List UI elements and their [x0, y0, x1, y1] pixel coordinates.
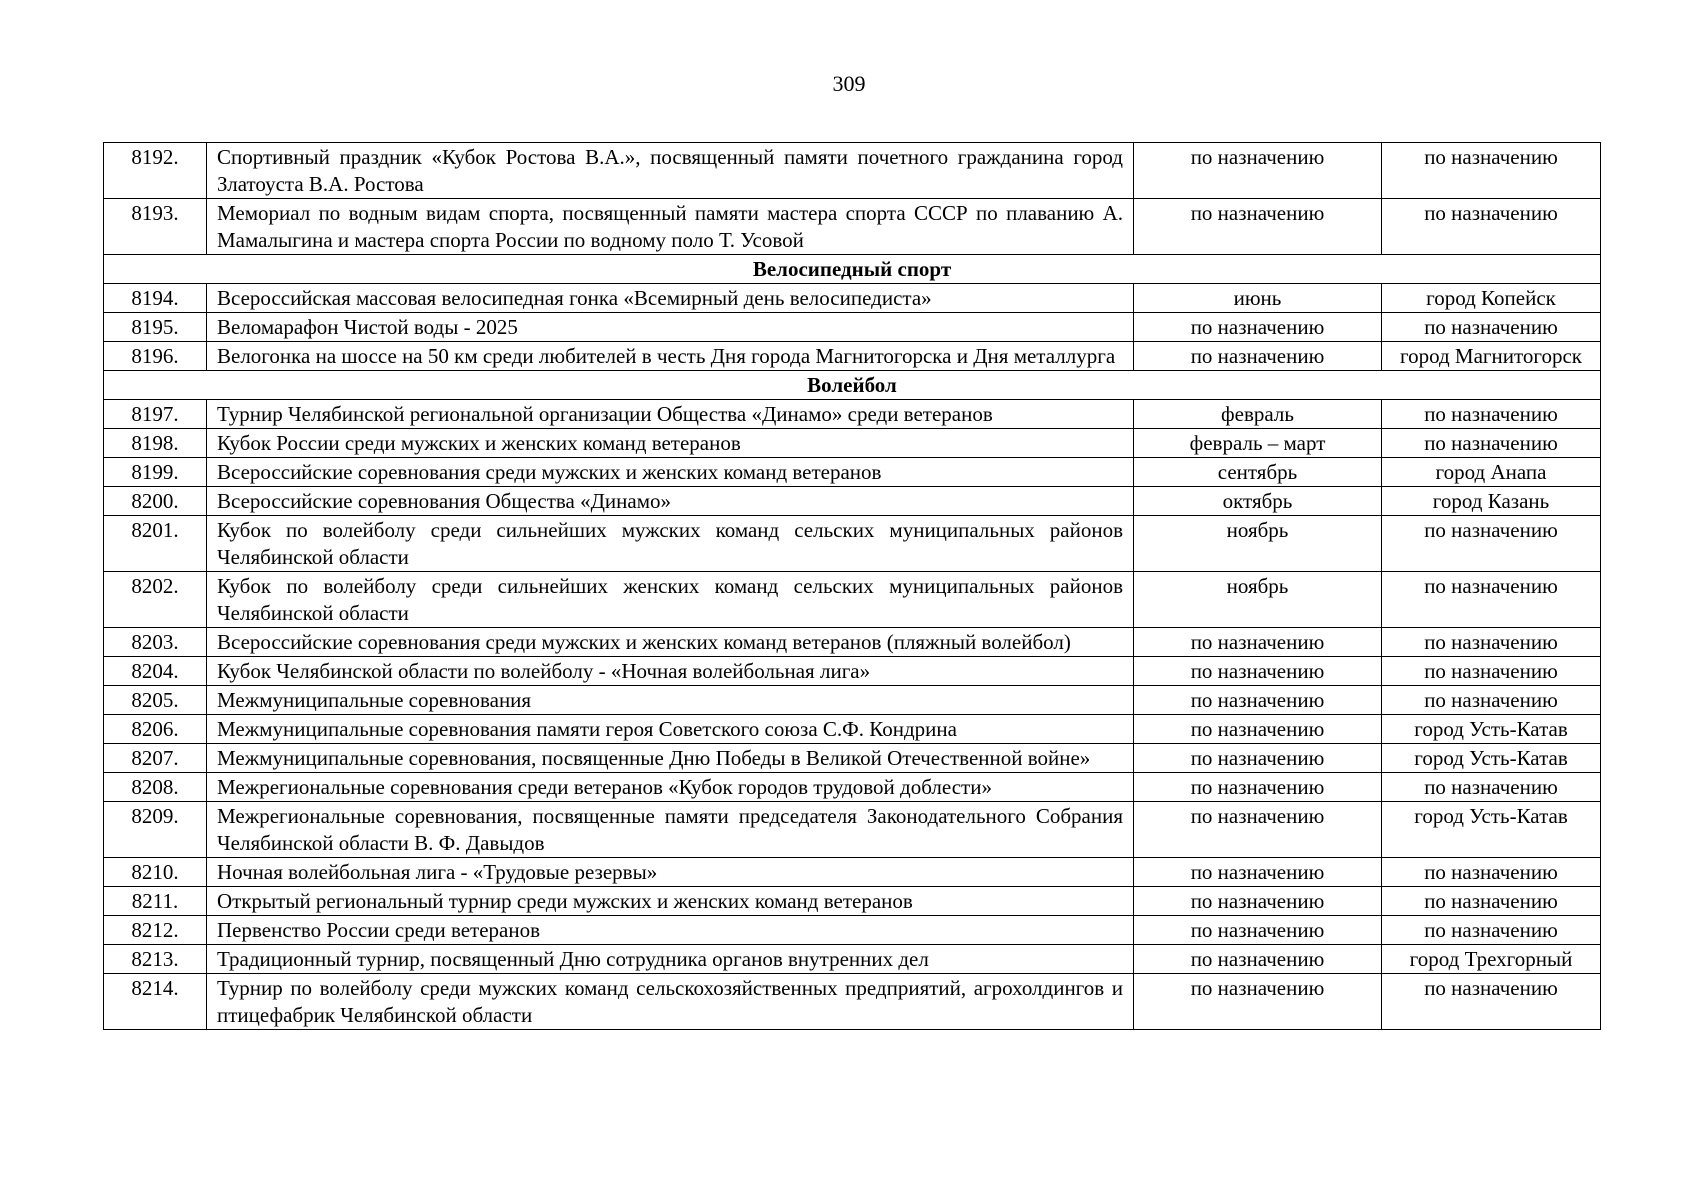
- row-number: 8196.: [104, 342, 207, 371]
- event-name: Всероссийские соревнования Общества «Динамо»: [207, 487, 1134, 516]
- event-name: Кубок Челябинской области по волейболу - «Ночная волейбольная лига»: [207, 657, 1134, 686]
- event-date: февраль: [1134, 400, 1382, 429]
- events-table: [103, 142, 1601, 1030]
- event-name: Традиционный турнир, посвященный Дню сотрудника органов внутренних дел: [207, 945, 1134, 974]
- row-number: 8193.: [104, 199, 207, 255]
- event-name: Мемориал по водным видам спорта, посвященный памяти мастера спорта СССР по плаванию А. Мамалыгина и мастера спорта России по водному поло Т. Усовой: [207, 199, 1134, 255]
- event-date: по назначению: [1134, 802, 1382, 858]
- event-date: по назначению: [1134, 974, 1382, 1030]
- table-row: [104, 887, 1601, 916]
- table-row: [104, 945, 1601, 974]
- table-row: [104, 686, 1601, 715]
- row-number: 8202.: [104, 572, 207, 628]
- event-name: Всероссийская массовая велосипедная гонка «Всемирный день велосипедиста»: [207, 284, 1134, 313]
- event-place: по назначению: [1382, 572, 1601, 628]
- event-name: Межмуниципальные соревнования памяти героя Советского союза С.Ф. Кондрина: [207, 715, 1134, 744]
- table-row: [104, 342, 1601, 371]
- row-number: 8197.: [104, 400, 207, 429]
- event-place: по назначению: [1382, 773, 1601, 802]
- section-title-volleyball: Волейбол: [104, 371, 1601, 400]
- event-name: Кубок по волейболу среди сильнейших женских команд сельских муниципальных районов Челябинской области: [207, 572, 1134, 628]
- event-name: Веломарафон Чистой воды - 2025: [207, 313, 1134, 342]
- section-row: [104, 255, 1601, 284]
- event-place: по назначению: [1382, 143, 1601, 199]
- row-number: 8203.: [104, 628, 207, 657]
- event-name: Первенство России среди ветеранов: [207, 916, 1134, 945]
- event-date: по назначению: [1134, 773, 1382, 802]
- event-date: по назначению: [1134, 143, 1382, 199]
- event-name: Турнир по волейболу среди мужских команд сельскохозяйственных предприятий, агрохолдингов и птицефабрик Челябинской области: [207, 974, 1134, 1030]
- row-number: 8207.: [104, 744, 207, 773]
- table-row: [104, 313, 1601, 342]
- event-date: по назначению: [1134, 313, 1382, 342]
- event-date: февраль – март: [1134, 429, 1382, 458]
- event-name: Межмуниципальные соревнования, посвященные Дню Победы в Великой Отечественной войне»: [207, 744, 1134, 773]
- table-row: [104, 916, 1601, 945]
- table-row: [104, 974, 1601, 1030]
- row-number: 8204.: [104, 657, 207, 686]
- event-place: город Анапа: [1382, 458, 1601, 487]
- table-row: [104, 516, 1601, 572]
- row-number: 8194.: [104, 284, 207, 313]
- row-number: 8211.: [104, 887, 207, 916]
- row-number: 8214.: [104, 974, 207, 1030]
- event-place: по назначению: [1382, 887, 1601, 916]
- event-place: город Казань: [1382, 487, 1601, 516]
- event-place: по назначению: [1382, 974, 1601, 1030]
- table-row: [104, 657, 1601, 686]
- section-title-cycling: Велосипедный спорт: [104, 255, 1601, 284]
- event-name: Межрегиональные соревнования среди ветеранов «Кубок городов трудовой доблести»: [207, 773, 1134, 802]
- table-row: [104, 429, 1601, 458]
- event-place: по назначению: [1382, 858, 1601, 887]
- row-number: 8208.: [104, 773, 207, 802]
- event-date: октябрь: [1134, 487, 1382, 516]
- page-number: 309: [832, 71, 866, 96]
- event-name: Всероссийские соревнования среди мужских и женских команд ветеранов (пляжный волейбол): [207, 628, 1134, 657]
- event-date: по назначению: [1134, 744, 1382, 773]
- event-date: сентябрь: [1134, 458, 1382, 487]
- event-date: по назначению: [1134, 916, 1382, 945]
- event-place: по назначению: [1382, 516, 1601, 572]
- events-table-body: [104, 143, 1601, 1030]
- event-place: по назначению: [1382, 686, 1601, 715]
- event-place: по назначению: [1382, 429, 1601, 458]
- event-place: по назначению: [1382, 657, 1601, 686]
- row-number: 8212.: [104, 916, 207, 945]
- event-place: по назначению: [1382, 313, 1601, 342]
- row-number: 8201.: [104, 516, 207, 572]
- event-date: по назначению: [1134, 342, 1382, 371]
- event-name: Велогонка на шоссе на 50 км среди любителей в честь Дня города Магнитогорска и Дня металлурга: [207, 342, 1134, 371]
- table-row: [104, 199, 1601, 255]
- event-date: по назначению: [1134, 628, 1382, 657]
- table-row: [104, 284, 1601, 313]
- row-number: 8205.: [104, 686, 207, 715]
- row-number: 8198.: [104, 429, 207, 458]
- table-row: [104, 802, 1601, 858]
- table-row: [104, 744, 1601, 773]
- row-number: 8199.: [104, 458, 207, 487]
- event-name: Кубок по волейболу среди сильнейших мужских команд сельских муниципальных районов Челябинской области: [207, 516, 1134, 572]
- event-date: ноябрь: [1134, 516, 1382, 572]
- row-number: 8213.: [104, 945, 207, 974]
- event-date: по назначению: [1134, 858, 1382, 887]
- table-row: [104, 572, 1601, 628]
- event-name: Межрегиональные соревнования, посвященные памяти председателя Законодательного Собрания Челябинской области В. Ф. Давыдов: [207, 802, 1134, 858]
- table-row: [104, 143, 1601, 199]
- event-place: город Усть-Катав: [1382, 802, 1601, 858]
- event-name: Всероссийские соревнования среди мужских и женских команд ветеранов: [207, 458, 1134, 487]
- row-number: 8210.: [104, 858, 207, 887]
- event-name: Открытый региональный турнир среди мужских и женских команд ветеранов: [207, 887, 1134, 916]
- row-number: 8192.: [104, 143, 207, 199]
- row-number: 8200.: [104, 487, 207, 516]
- event-name: Кубок России среди мужских и женских команд ветеранов: [207, 429, 1134, 458]
- event-date: ноябрь: [1134, 572, 1382, 628]
- event-name: Турнир Челябинской региональной организации Общества «Динамо» среди ветеранов: [207, 400, 1134, 429]
- row-number: 8195.: [104, 313, 207, 342]
- event-name: Ночная волейбольная лига - «Трудовые резервы»: [207, 858, 1134, 887]
- section-row: [104, 371, 1601, 400]
- event-date: по назначению: [1134, 657, 1382, 686]
- table-row: [104, 858, 1601, 887]
- event-place: город Трехгорный: [1382, 945, 1601, 974]
- event-date: по назначению: [1134, 199, 1382, 255]
- event-place: город Магнитогорск: [1382, 342, 1601, 371]
- event-date: по назначению: [1134, 715, 1382, 744]
- event-name: Межмуниципальные соревнования: [207, 686, 1134, 715]
- table-row: [104, 628, 1601, 657]
- row-number: 8209.: [104, 802, 207, 858]
- row-number: 8206.: [104, 715, 207, 744]
- event-place: город Усть-Катав: [1382, 744, 1601, 773]
- event-date: по назначению: [1134, 686, 1382, 715]
- event-place: по назначению: [1382, 199, 1601, 255]
- event-place: город Копейск: [1382, 284, 1601, 313]
- event-place: город Усть-Катав: [1382, 715, 1601, 744]
- event-place: по назначению: [1382, 628, 1601, 657]
- table-row: [104, 400, 1601, 429]
- event-date: по назначению: [1134, 945, 1382, 974]
- event-date: июнь: [1134, 284, 1382, 313]
- table-row: [104, 458, 1601, 487]
- event-place: по назначению: [1382, 916, 1601, 945]
- table-row: [104, 715, 1601, 744]
- event-name: Спортивный праздник «Кубок Ростова В.А.», посвященный памяти почетного гражданина город Златоуста В.А. Ростова: [207, 143, 1134, 199]
- table-row: [104, 773, 1601, 802]
- event-place: по назначению: [1382, 400, 1601, 429]
- table-row: [104, 487, 1601, 516]
- event-date: по назначению: [1134, 887, 1382, 916]
